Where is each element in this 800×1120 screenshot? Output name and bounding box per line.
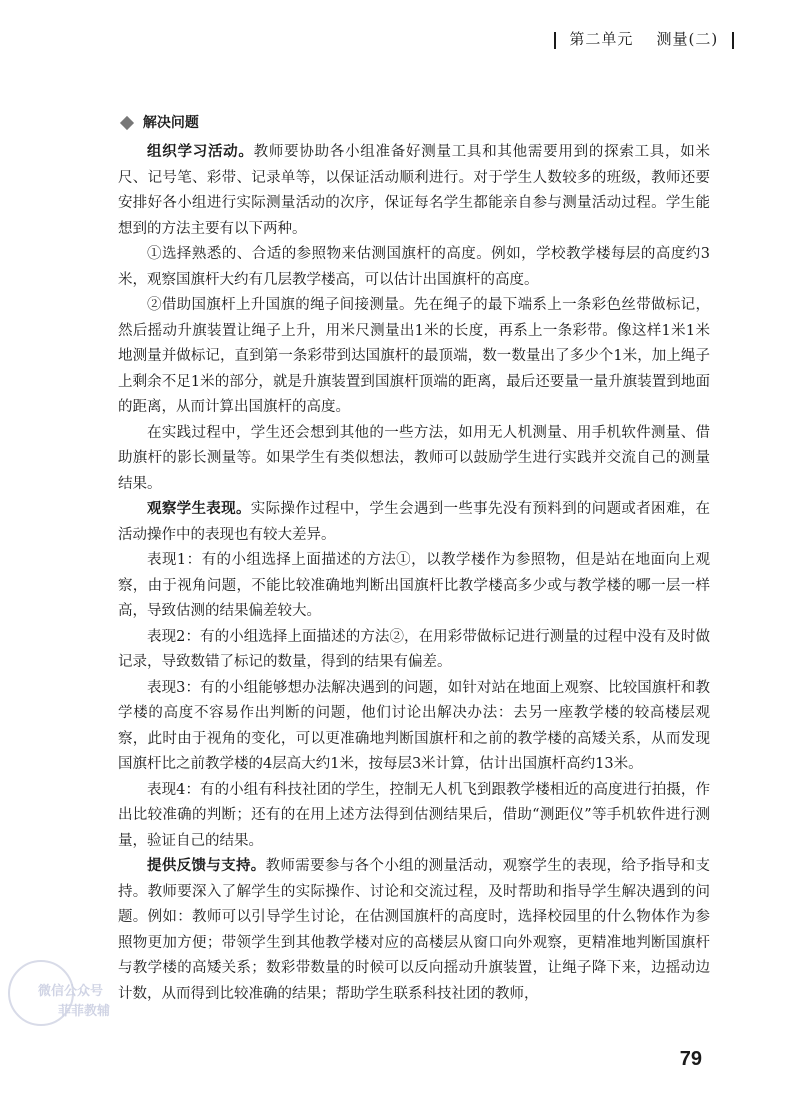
paragraph-text: ①选择熟悉的、合适的参照物来估测国旗杆的高度。例如，学校教学楼每层的高度约3米，观察国旗杆大约有几层教学楼高，可以估计出国旗杆的高度。	[118, 246, 710, 288]
paragraph-9	[118, 778, 710, 855]
watermark-line-1: 微信公众号	[38, 984, 104, 999]
paragraph-1	[118, 140, 710, 242]
diamond-bullet-icon	[120, 116, 134, 130]
paragraph-text: 表现3：有的小组能够想办法解决遇到的问题，如针对站在地面上观察、比较国旗杆和教学楼的高度不容易作出判断的问题，他们讨论出解决办法：去另一座教学楼的较高楼层观察，此时由于视角的变化，可以更准确地判断国旗杆和之前的教学楼的高矮关系，从而发现国旗杆比之前教学楼的4层高大约1米，按每层3米计算，估计出国旗杆高约13米。	[118, 679, 710, 772]
paragraph-text: 表现4：有的小组有科技社团的学生，控制无人机飞到跟教学楼相近的高度进行拍摄，作出比较准确的判断；还有的在用上述方法得到估测结果后，借助“测距仪”等手机软件进行测量，验证自己的结果。	[118, 781, 710, 849]
paragraph-text: 教师要协助各小组准备好测量工具和其他需要用到的探索工具，如米尺、记号笔、彩带、记录单等，以保证活动顺利进行。对于学生人数较多的班级，教师还要安排好各小组进行实际测量活动的次序，保证每名学生都能亲自参与测量活动过程。学生能想到的方法主要有以下两种。	[118, 144, 711, 237]
header-divider-right	[732, 32, 734, 49]
page-number: 79	[679, 1048, 702, 1070]
paragraph-text: 在实践过程中，学生还会想到其他的一些方法，如用无人机测量、用手机软件测量、借助旗杆的影长测量等。如果学生有类似想法，教师可以鼓励学生进行实践并交流自己的测量结果。	[118, 424, 710, 492]
watermark-line-2: 菲菲教辅	[58, 1004, 111, 1019]
paragraph-lead: 组织学习活动。	[147, 144, 254, 160]
paragraph-text: 教师需要参与各个小组的测量活动，观察学生的表现，给予指导和支持。教师要深入了解学生的实际操作、讨论和交流过程，及时帮助和指导学生解决遇到的问题。例如：教师可以引导学生讨论，在估测国旗杆的高度时，选择校园里的什么物体作为参照物更加方便；带领学生到其他教学楼对应的高楼层从窗口向外观察，更精准地判断国旗杆与教学楼的高矮关系；数彩带数量的时候可以反向摇动升旗装置，让绳子降下来，边摇动边计数，从而得到比较准确的结果；帮助学生联系科技社团的教师，	[118, 858, 710, 1002]
paragraph-3	[118, 293, 710, 421]
paragraph-text: 实际操作过程中，学生会遇到一些事先没有预料到的问题或者困难，在活动操作中的表现也有较大差异。	[118, 501, 711, 543]
paragraph-text: ②借助国旗杆上升国旗的绳子间接测量。先在绳子的最下端系上一条彩色丝带做标记，然后摇动升旗装置让绳子上升，用米尺测量出1米的长度，再系上一条彩带。像这样1米1米地测量并做标记，直到第一条彩带到达国旗杆的最顶端，数一数量出了多少个1米，加上绳子上剩余不足1米的部分，就是升旗装置到国旗杆顶端的距离，最后还要量一量升旗装置到地面的距离，从而计算出国旗杆的高度。	[118, 297, 710, 415]
header-title: 测量(二)	[656, 30, 719, 48]
paragraph-6	[118, 548, 710, 625]
paragraph-lead: 提供反馈与支持。	[147, 858, 266, 874]
paragraph-text: 表现1：有的小组选择上面描述的方法①，以教学楼作为参照物，但是站在地面向上观察，由于视角问题，不能比较准确地判断出国旗杆比教学楼高多少或与教学楼的哪一层一样高，导致估测的结果偏差较大。	[118, 552, 710, 619]
running-header	[546, 28, 742, 49]
section-heading	[122, 112, 710, 132]
header-divider-left	[554, 32, 556, 49]
paragraph-4	[118, 421, 710, 498]
section-heading-text: 解决问题	[142, 115, 199, 131]
paragraph-lead: 观察学生表现。	[147, 501, 251, 517]
paragraph-2	[118, 242, 710, 293]
paragraph-10	[118, 854, 710, 1007]
paragraph-5	[118, 497, 710, 548]
page-content	[118, 112, 710, 1007]
paragraph-7	[118, 625, 710, 676]
header-unit: 第二单元	[569, 30, 634, 48]
paragraph-text: 表现2：有的小组选择上面描述的方法②，在用彩带做标记进行测量的过程中没有及时做记录，导致数错了标记的数量，得到的结果有偏差。	[118, 628, 710, 670]
watermark	[8, 958, 136, 1028]
paragraph-8	[118, 676, 710, 778]
